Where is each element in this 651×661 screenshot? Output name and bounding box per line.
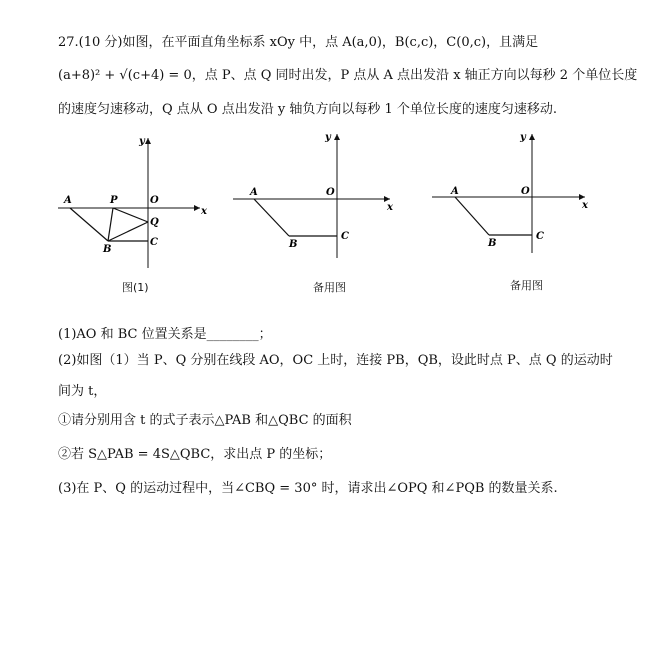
question-1: (1)AO 和 BC 位置关系是________；	[58, 327, 272, 342]
fig3-caption: 备用图	[510, 279, 543, 292]
fig3-label-O: O	[521, 186, 530, 197]
fig3-label-A: A	[451, 186, 459, 197]
fig3-label-C: C	[536, 231, 544, 242]
question-2: (2)如图（1）当 P、Q 分别在线段 AO，OC 上时，连接 PB，QB，设此时点 P、点 Q 的运动时	[58, 353, 613, 368]
problem-line-3: 的速度匀速移动，Q 点从 O 点出发沿 y 轴负方向以每秒 1 个单位长度的速度匀速移动.	[58, 102, 557, 117]
question-2-cont: 间为 t，	[58, 384, 107, 399]
fig1-label-B: B	[103, 244, 112, 255]
fig2-label-O: O	[326, 187, 335, 198]
fig3-label-B: B	[488, 238, 497, 249]
figures-svg	[0, 128, 651, 328]
question-3: (3)在 P、Q 的运动过程中，当∠CBQ = 30° 时，请求出∠OPQ 和∠PQB 的数量关系.	[58, 481, 558, 496]
fig1-label-O: O	[150, 195, 159, 206]
fig2-label-y: y	[325, 132, 331, 143]
fig2-label-C: C	[341, 231, 349, 242]
figure-2	[233, 132, 394, 258]
fig1-segment-QB	[108, 222, 148, 241]
fig2-label-B: B	[289, 239, 298, 250]
fig1-segment-PB	[108, 208, 113, 241]
fig1-label-P: P	[110, 195, 118, 206]
fig1-label-Q: Q	[150, 217, 159, 228]
figure-1	[58, 136, 208, 268]
question-2-part-1: ①请分别用含 t 的式子表示△PAB 和△QBC 的面积	[58, 413, 352, 428]
fig3-label-y: y	[520, 132, 526, 143]
fig2-segment-AB	[254, 199, 289, 236]
fig1-segment-PQ	[113, 208, 148, 222]
fig1-segment-AB	[70, 208, 108, 241]
fig1-label-A: A	[64, 195, 72, 206]
fig3-label-x: x	[582, 200, 588, 211]
fig2-label-x: x	[387, 202, 393, 213]
fig2-label-A: A	[250, 187, 258, 198]
fig1-label-y: y	[139, 136, 145, 147]
figure-3	[432, 132, 589, 253]
problem-line-2: (a+8)² + √(c+4) = 0，点 P、点 Q 同时出发，P 点从 A 点出发沿 x 轴正方向以每秒 2 个单位长度	[58, 68, 638, 83]
problem-line-1: 27.(10 分)如图，在平面直角坐标系 xOy 中，点 A(a,0)，B(c,c)，C(0,c)，且满足	[58, 35, 539, 50]
fig3-segment-AB	[455, 197, 489, 235]
fig1-label-x: x	[201, 206, 207, 217]
fig2-caption: 备用图	[313, 281, 346, 294]
fig1-label-C: C	[150, 237, 158, 248]
question-2-part-2: ②若 S△PAB = 4S△QBC，求出点 P 的坐标；	[58, 447, 332, 462]
fig1-caption: 图(1)	[122, 281, 149, 294]
